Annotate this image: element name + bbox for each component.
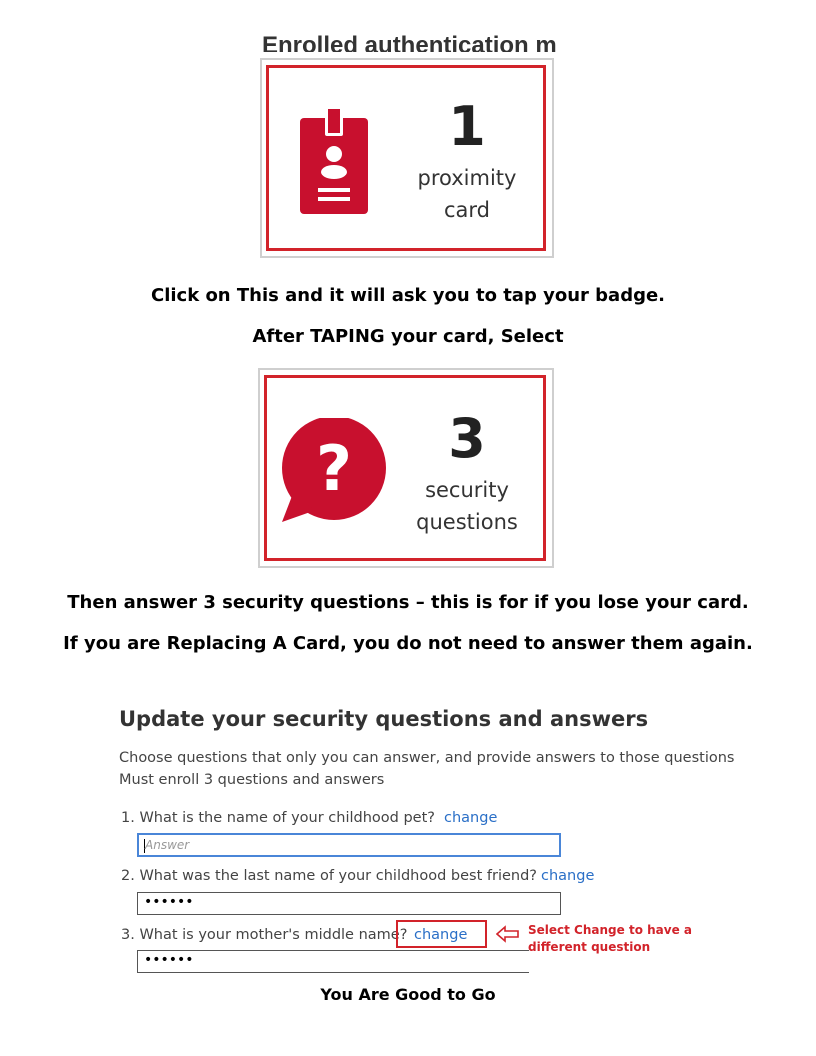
tile-count: 3 (448, 407, 486, 470)
proximity-card-tile[interactable] (260, 58, 554, 258)
question-3-change-link[interactable]: change (414, 927, 468, 943)
callout-line1: Select Change to have a (528, 923, 692, 937)
form-title: Update your security questions and answers (119, 707, 649, 731)
instruction-click-badge: Click on This and it will ask you to tap your badge. (150, 285, 666, 306)
question-1-answer-input[interactable] (137, 833, 561, 857)
instruction-done: You Are Good to Go (320, 985, 496, 1004)
question-3-answer-input[interactable] (137, 950, 529, 973)
masked-answer: •••••• (144, 952, 194, 968)
tile-label-line2: card (443, 198, 490, 222)
question-bubble-icon (278, 418, 390, 524)
badge-icon (300, 106, 368, 214)
callout-note (528, 922, 692, 956)
callout-line2: different question (528, 940, 651, 954)
question-1-change-link[interactable]: change (444, 810, 498, 826)
cut-off-heading: Enrolled authentication m (262, 32, 557, 52)
tile-count: 1 (448, 95, 486, 158)
tile-label-line1: security (425, 478, 509, 502)
answer-placeholder: Answer (145, 838, 190, 852)
tile-label-line2: questions (416, 510, 518, 534)
instruction-after-tap: After TAPING your card, Select (252, 326, 564, 347)
question-3-label: 3. What is your mother's middle name? (121, 927, 408, 943)
instruction-answer-questions: Then answer 3 security questions – this is for if you lose your card. (67, 592, 749, 613)
instruction-replacing: If you are Replacing A Card, you do not need to answer them again. (63, 633, 753, 654)
question-1-label: 1. What is the name of your childhood pet? (121, 810, 435, 826)
masked-answer: •••••• (144, 894, 194, 910)
form-description: Choose questions that only you can answer, and provide answers to those questions (119, 750, 735, 766)
tile-label-line1: proximity (417, 166, 517, 190)
question-2-answer-input[interactable] (137, 892, 561, 915)
left-arrow-icon (496, 925, 520, 943)
form-requirement: Must enroll 3 questions and answers (119, 772, 385, 788)
question-2-change-link[interactable]: change (541, 868, 595, 884)
security-questions-tile[interactable] (258, 368, 554, 568)
svg-text:?: ? (316, 432, 352, 505)
question-2-label: 2. What was the last name of your childhood best friend? (121, 868, 538, 884)
